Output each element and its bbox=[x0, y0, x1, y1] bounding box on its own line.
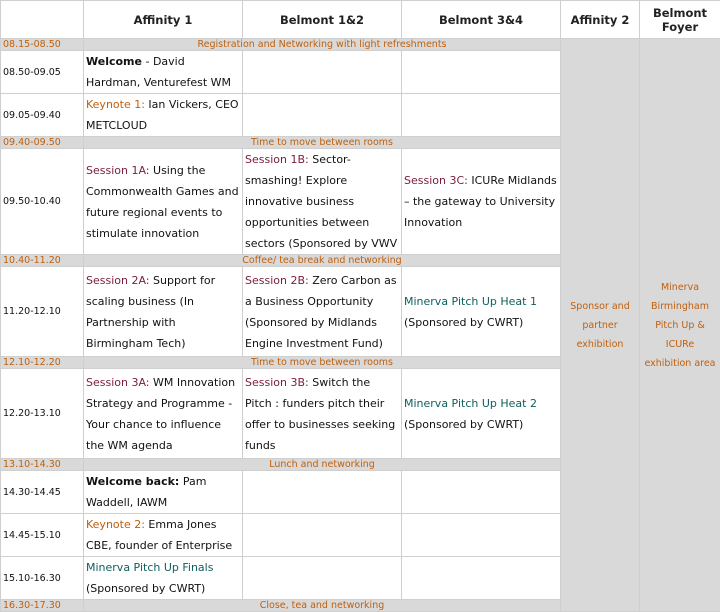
band-text: Time to move between rooms bbox=[84, 137, 561, 149]
belmont-1-2-cell: Session 2B: Zero Carbon as a Business Opportunity (Sponsored by Midlands Engine Investment Fund) bbox=[243, 267, 402, 357]
time-cell: 11.20-12.10 bbox=[1, 267, 84, 357]
time-cell: 09.50-10.40 bbox=[1, 149, 84, 255]
time-cell: 14.30-14.45 bbox=[1, 471, 84, 514]
time-cell: 09.40-09.50 bbox=[1, 137, 84, 149]
band-text: Time to move between rooms bbox=[84, 357, 561, 369]
affinity-1-cell: Minerva Pitch Up Finals (Sponsored by CWRT) bbox=[84, 557, 243, 600]
belmont-3-4-cell: Minerva Pitch Up Heat 2 (Sponsored by CWRT) bbox=[402, 369, 561, 459]
header-affinity-2: Affinity 2 bbox=[561, 1, 640, 39]
affinity-2-exhibition: Sponsor and partner exhibition bbox=[561, 39, 640, 612]
belmont-3-4-cell bbox=[402, 514, 561, 557]
affinity-1-cell: Keynote 2: Emma Jones CBE, founder of Enterprise bbox=[84, 514, 243, 557]
belmont-3-4-cell bbox=[402, 557, 561, 600]
time-cell: 16.30-17.30 bbox=[1, 600, 84, 612]
belmont-1-2-cell: Session 1B: Sector-smashing! Explore innovative business opportunities between sectors (Sponsored by VWV bbox=[243, 149, 402, 255]
time-cell: 13.10-14.30 bbox=[1, 459, 84, 471]
time-cell: 14.45-15.10 bbox=[1, 514, 84, 557]
header-row bbox=[1, 1, 720, 39]
belmont-1-2-cell bbox=[243, 514, 402, 557]
time-cell: 08.15-08.50 bbox=[1, 39, 84, 51]
belmont-3-4-cell bbox=[402, 94, 561, 137]
time-cell: 08.50-09.05 bbox=[1, 51, 84, 94]
header-belmont-foyer: Belmont Foyer bbox=[640, 1, 720, 39]
affinity-1-cell: Keynote 1: Ian Vickers, CEO METCLOUD bbox=[84, 94, 243, 137]
band-text: Close, tea and networking bbox=[84, 600, 561, 612]
belmont-1-2-cell bbox=[243, 471, 402, 514]
header-time bbox=[1, 1, 84, 39]
time-cell: 10.40-11.20 bbox=[1, 255, 84, 267]
belmont-1-2-cell bbox=[243, 51, 402, 94]
time-cell: 09.05-09.40 bbox=[1, 94, 84, 137]
time-cell: 12.10-12.20 bbox=[1, 357, 84, 369]
header-belmont-1-2: Belmont 1&2 bbox=[243, 1, 402, 39]
belmont-3-4-cell bbox=[402, 471, 561, 514]
belmont-3-4-cell: Session 3C: ICURe Midlands – the gateway to University Innovation bbox=[402, 149, 561, 255]
time-cell: 15.10-16.30 bbox=[1, 557, 84, 600]
header-belmont-3-4: Belmont 3&4 bbox=[402, 1, 561, 39]
affinity-1-cell: Session 2A: Support for scaling business (In Partnership with Birmingham Tech) bbox=[84, 267, 243, 357]
belmont-1-2-cell: Session 3B: Switch the Pitch : funders pitch their offer to businesses seeking funds bbox=[243, 369, 402, 459]
belmont-3-4-cell: Minerva Pitch Up Heat 1 (Sponsored by CWRT) bbox=[402, 267, 561, 357]
belmont-1-2-cell bbox=[243, 94, 402, 137]
foyer-exhibition: Minerva Birmingham Pitch Up & ICURe exhibition area bbox=[640, 39, 720, 612]
belmont-3-4-cell bbox=[402, 51, 561, 94]
belmont-1-2-cell bbox=[243, 557, 402, 600]
band-text: Coffee/ tea break and networking bbox=[84, 255, 561, 267]
time-cell: 12.20-13.10 bbox=[1, 369, 84, 459]
band-text: Lunch and networking bbox=[84, 459, 561, 471]
affinity-1-cell: Welcome - David Hardman, Venturefest WM bbox=[84, 51, 243, 94]
band-row bbox=[1, 39, 720, 51]
header-affinity-1: Affinity 1 bbox=[84, 1, 243, 39]
affinity-1-cell: Session 3A: WM Innovation Strategy and Programme - Your chance to influence the WM agenda bbox=[84, 369, 243, 459]
band-text: Registration and Networking with light refreshments bbox=[84, 39, 561, 51]
affinity-1-cell: Welcome back: Pam Waddell, IAWM bbox=[84, 471, 243, 514]
affinity-1-cell: Session 1A: Using the Commonwealth Games and future regional events to stimulate innovation bbox=[84, 149, 243, 255]
